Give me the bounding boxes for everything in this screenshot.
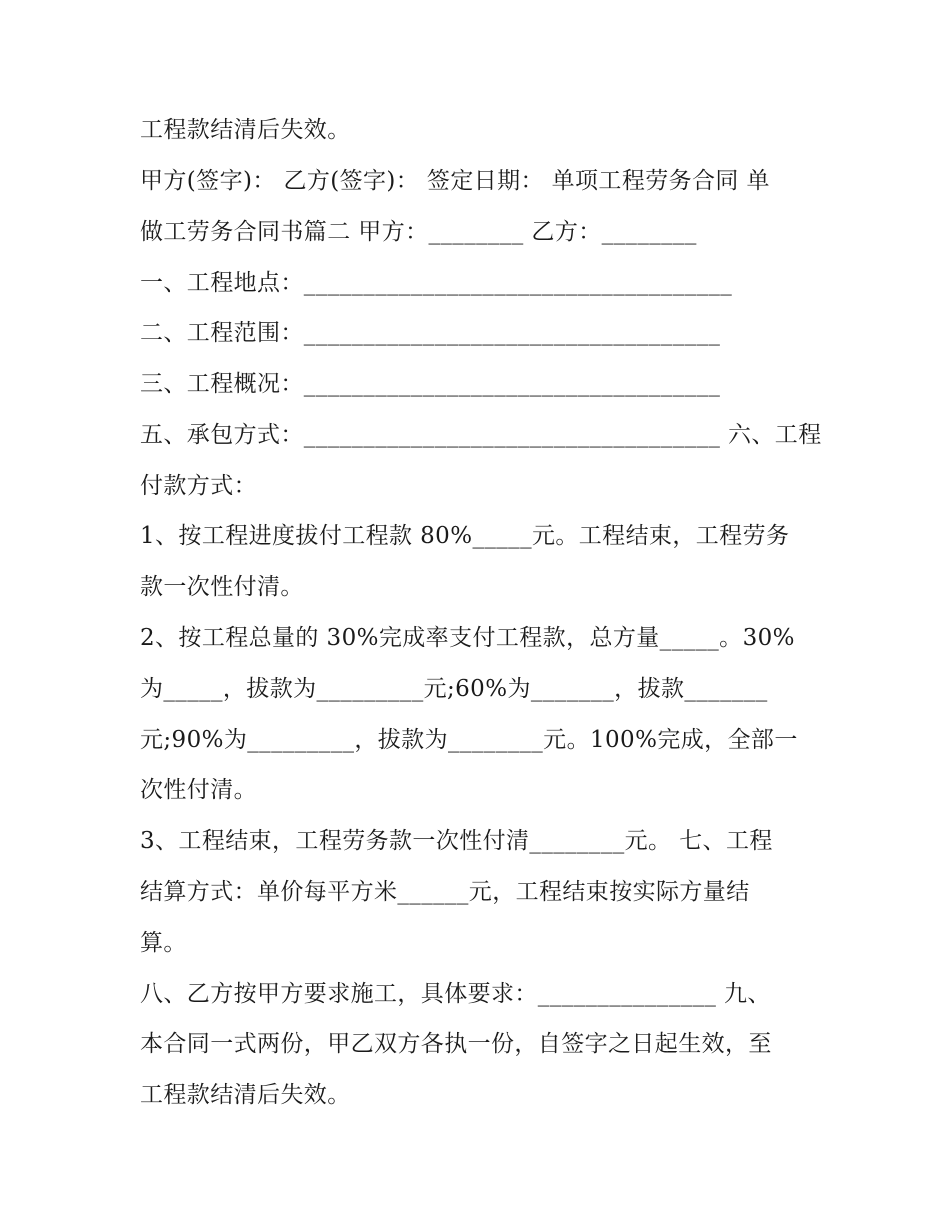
text-line: 本合同一式两份，甲乙双方各执一份，自签字之日起生效，至 [140,1031,772,1057]
text-line: 算。 [140,930,187,956]
text-line: 五、承包方式：___________________________________ 六、工程 [140,422,822,448]
text-line: 做工劳务合同书篇二 甲方：________ 乙方：________ [140,219,697,245]
text-line: 二、工程范围：___________________________________ [140,320,721,346]
text-line: 款一次性付清。 [140,574,304,600]
text-line: 一、工程地点：____________________________________ [140,270,733,296]
text-line: 次性付清。 [140,777,257,803]
text-line: 三、工程概况：___________________________________ [140,371,721,397]
text-line: 八、乙方按甲方要求施工，具体要求：_______________ 九、 [140,981,771,1007]
text-line: 工程款结清后失效。 [140,117,351,143]
text-line: 甲方(签字)： 乙方(签字)： 签定日期： 单项工程劳务合同 单 [140,168,770,194]
text-line: 3、工程结束，工程劳务款一次性付清________元。 七、工程 [140,828,773,854]
text-line: 工程款结清后失效。 [140,1082,351,1108]
text-line: 为_____，拔款为_________元;60%为_______，拔款_______ [140,676,768,702]
text-line: 元;90%为_________，拔款为________元。100%完成，全部一 [140,727,798,753]
text-line: 结算方式：单价每平方米______元，工程结束按实际方量结 [140,879,750,905]
text-line: 1、按工程进度拔付工程款 80%_____元。工程结束，工程劳务 [140,523,790,549]
text-line: 2、按工程总量的 30%完成率支付工程款，总方量_____。30% [140,625,795,651]
text-line: 付款方式： [140,473,257,499]
